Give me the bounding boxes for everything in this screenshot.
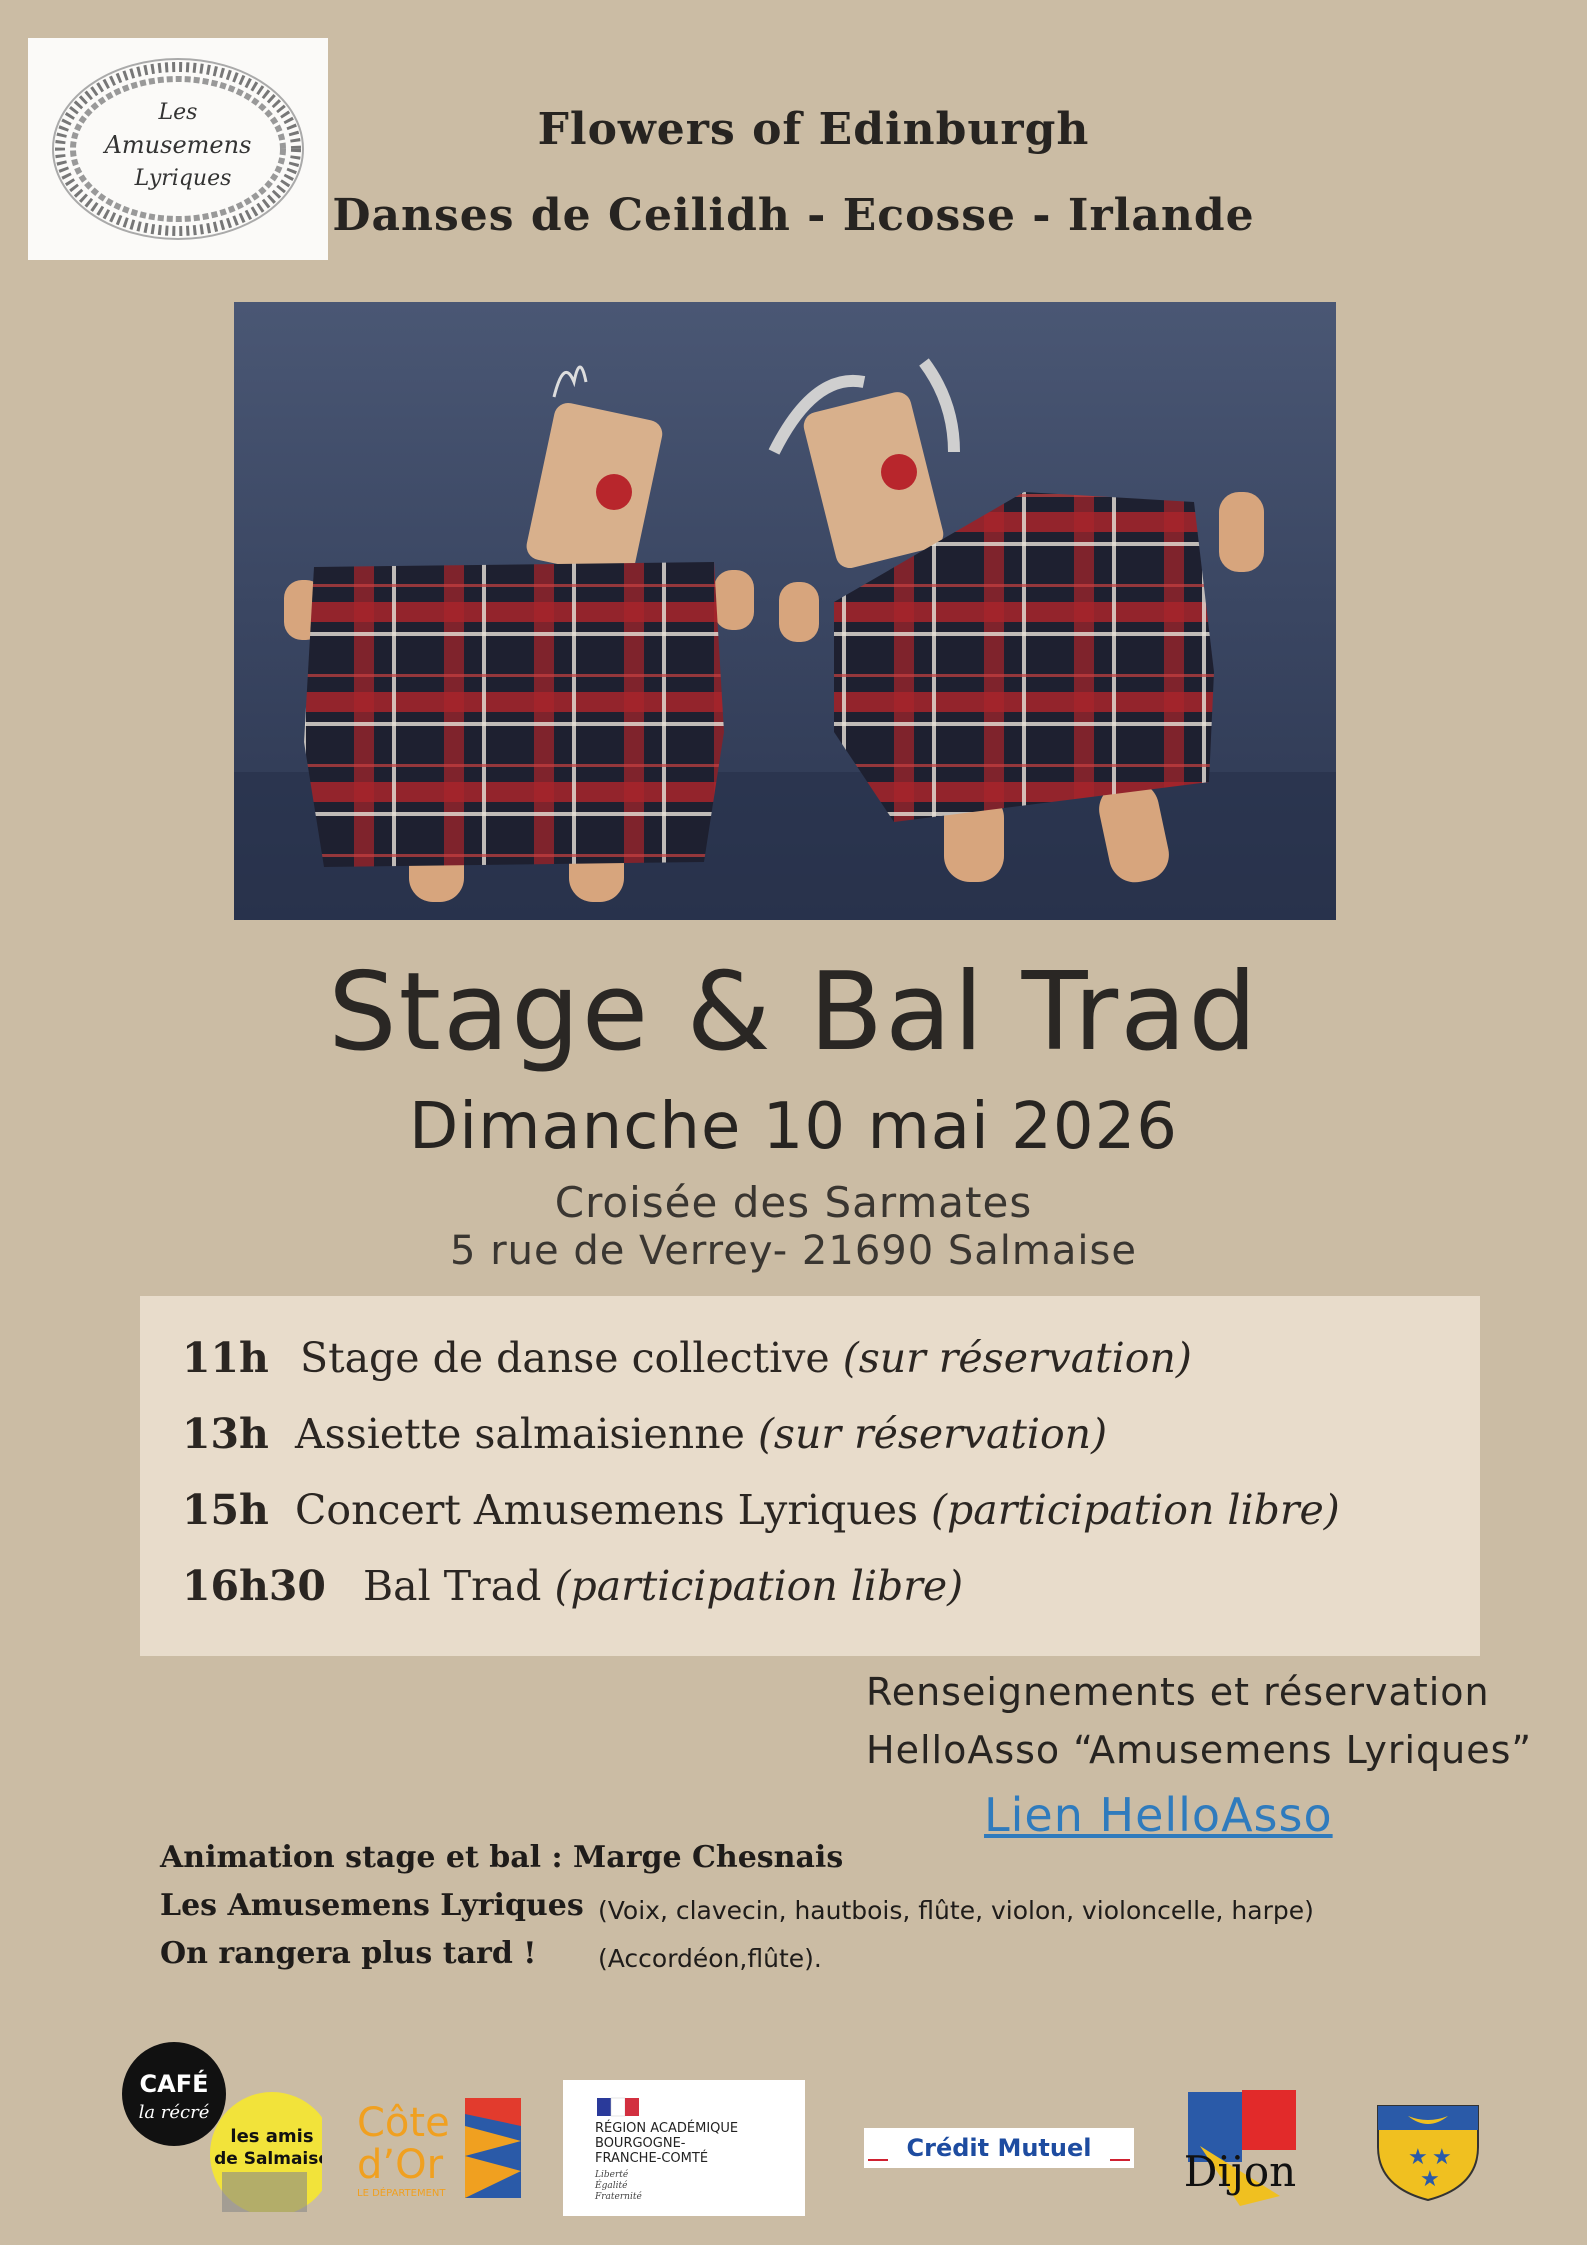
- region-text-3: FRANCHE-COMTÉ: [595, 2151, 709, 2166]
- sponsor-region-logo: [563, 2080, 805, 2216]
- schedule-item: [182, 1562, 963, 1610]
- region-text-1: RÉGION ACADÉMIQUE: [595, 2121, 739, 2136]
- region-text-6: Fraternité: [595, 2192, 642, 2202]
- schedule-activity: Bal Trad: [363, 1562, 542, 1610]
- cafe-text-2: la récré: [138, 2102, 210, 2123]
- amis-text-1: les amis: [230, 2126, 314, 2147]
- svg-text:Amusemens: Amusemens: [104, 131, 252, 159]
- credit-rangera-instruments: (Accordéon,flûte).: [598, 1944, 822, 1973]
- event-date: Dimanche 10 mai 2026: [409, 1090, 1178, 1164]
- sponsor-cotedor-logo: [355, 2096, 525, 2202]
- schedule-time: 13h: [182, 1410, 269, 1458]
- info-helloasso-label: HelloAsso “Amusemens Lyriques”: [866, 1728, 1533, 1772]
- schedule-activity: Assiette salmaisienne: [295, 1410, 745, 1458]
- schedule-note: (sur réservation): [842, 1334, 1192, 1382]
- sponsor-credit-mutuel-logo: [864, 2128, 1134, 2168]
- amis-text-2: de Salmaise: [214, 2149, 322, 2169]
- schedule-time: 15h: [182, 1486, 269, 1534]
- schedule-time: 11h: [182, 1334, 269, 1382]
- schedule-note: (participation libre): [554, 1562, 964, 1610]
- svg-text:★: ★: [1408, 2145, 1428, 2170]
- info-reservation-label: Renseignements et réservation: [866, 1670, 1490, 1714]
- schedule-activity: Stage de danse collective: [300, 1334, 830, 1382]
- schedule-item: [182, 1410, 1107, 1458]
- credit-mutuel-text: Crédit Mutuel: [906, 2134, 1092, 2162]
- credit-animation: Animation stage et bal : Marge Chesnais: [160, 1840, 844, 1875]
- sponsor-coat-of-arms-icon: [1374, 2102, 1482, 2202]
- region-text-2: BOURGOGNE-: [595, 2136, 686, 2151]
- schedule-note: (sur réservation): [757, 1410, 1108, 1458]
- schedule-activity: Concert Amusemens Lyriques: [295, 1486, 918, 1534]
- credit-amusemens: Les Amusemens Lyriques: [160, 1888, 584, 1923]
- schedule-time: 16h30: [182, 1562, 326, 1610]
- header-title: Flowers of Edinburgh: [537, 104, 1090, 155]
- event-venue: Croisée des Sarmates: [554, 1178, 1033, 1227]
- region-text-5: Égalité: [595, 2181, 628, 2191]
- schedule-note: (participation libre): [931, 1486, 1340, 1534]
- sponsor-cafe-amis-logo: [122, 2042, 322, 2212]
- credit-amusemens-instruments: (Voix, clavecin, hautbois, flûte, violon, violoncelle, harpe): [598, 1896, 1314, 1925]
- sponsor-dijon-logo: [1180, 2086, 1300, 2210]
- region-text-4: Liberté: [595, 2170, 629, 2180]
- tartan-dolls-photo: [234, 302, 1336, 920]
- cotedor-text-2: d’Or: [357, 2142, 444, 2188]
- svg-text:Les: Les: [158, 100, 198, 125]
- cafe-text-1: CAFÉ: [139, 2070, 209, 2098]
- credit-rangera: On rangera plus tard !: [160, 1936, 537, 1971]
- header-subtitle: Danses de Ceilidh - Ecosse - Irlande: [332, 190, 1255, 241]
- event-title: Stage & Bal Trad: [328, 950, 1259, 1075]
- svg-text:★: ★: [1420, 2167, 1440, 2192]
- schedule-item: [182, 1334, 1192, 1382]
- svg-text:★: ★: [1432, 2145, 1452, 2170]
- helloasso-link[interactable]: Lien HelloAsso: [984, 1788, 1333, 1842]
- schedule-item: [182, 1486, 1340, 1534]
- schedule-box: [140, 1296, 1480, 1656]
- event-address: 5 rue de Verrey- 21690 Salmaise: [450, 1228, 1137, 1274]
- cotedor-text-1: Côte: [357, 2100, 450, 2146]
- dijon-text: Dijon: [1183, 2147, 1297, 2196]
- svg-text:Lyriques: Lyriques: [134, 166, 232, 191]
- cotedor-text-3: LE DÉPARTEMENT: [357, 2188, 446, 2199]
